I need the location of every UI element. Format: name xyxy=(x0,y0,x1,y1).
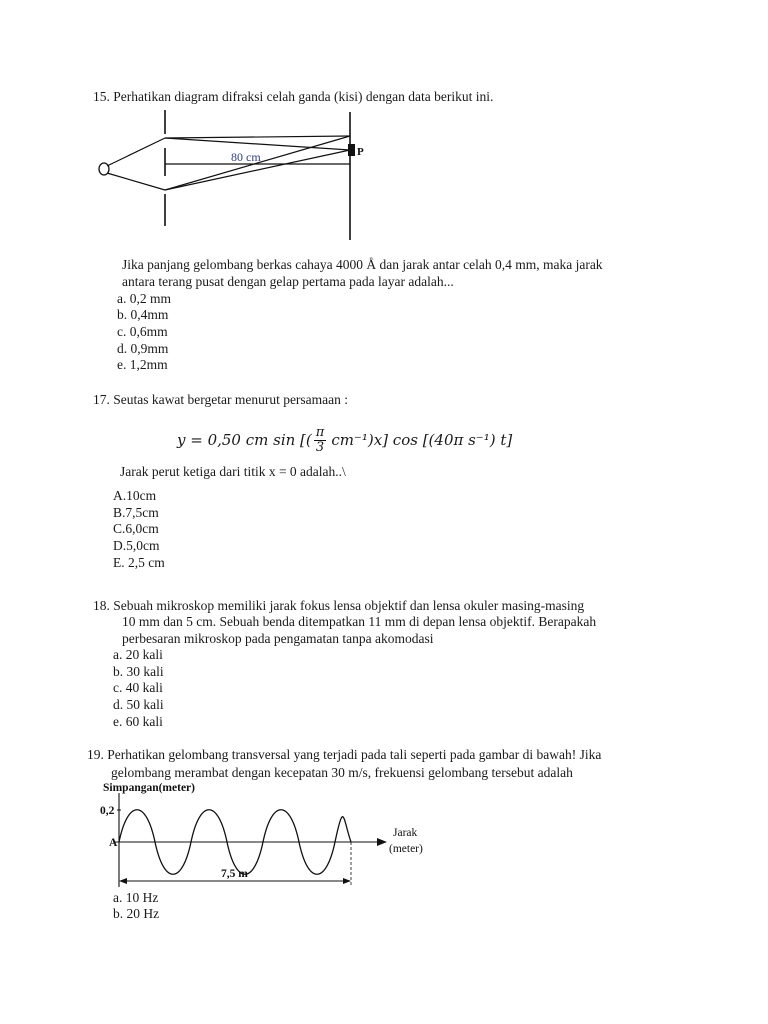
q15-text-line2: antara terang pusat dengan gelap pertama pada layar adalah... xyxy=(122,274,454,289)
q18-option-b: b. 30 kali xyxy=(113,664,164,679)
q19-line2: gelombang merambat dengan kecepatan 30 m/s, frekuensi gelombang tersebut adalah xyxy=(111,765,573,780)
equation-part2: cm⁻¹)x] cos [(40π s⁻¹) t] xyxy=(331,431,513,449)
q17-option-e: E. 2,5 cm xyxy=(113,555,165,570)
graph-xlabel-line1: Jarak xyxy=(393,827,418,839)
q18-line3: perbesaran mikroskop pada pengamatan tanpa akomodasi xyxy=(122,631,434,646)
q18-option-c: c. 40 kali xyxy=(113,680,163,695)
q18-line2: 10 mm dan 5 cm. Sebuah benda ditempatkan 11 mm di depan lensa objektif. Berapakah xyxy=(122,614,597,629)
diagram-point-label: P xyxy=(357,146,364,158)
q18-option-a: a. 20 kali xyxy=(113,647,163,662)
q17-option-c: C.6,0cm xyxy=(113,521,159,536)
graph-ylabel: Simpangan(meter) xyxy=(103,782,195,794)
q17-text: Jarak perut ketiga dari titik x = 0 adalah..\ xyxy=(120,464,346,479)
q17-option-a: A.10cm xyxy=(113,488,157,503)
q18-option-e: e. 60 kali xyxy=(113,714,163,729)
equation-part1: y = 0,50 cm sin [( xyxy=(177,431,312,449)
equation-fraction-numerator: π xyxy=(315,424,325,440)
q17-equation xyxy=(177,420,512,460)
equation-fraction xyxy=(314,426,327,455)
q19-option-b: b. 20 Hz xyxy=(113,906,160,921)
graph-xlabel-line2: (meter) xyxy=(389,843,423,855)
q17-option-b: B.7,5cm xyxy=(113,505,159,520)
q18-line1: 18. Sebuah mikroskop memiliki jarak fokus lensa objektif dan lensa okuler masing-masing xyxy=(93,598,585,613)
graph-distance-label: 7,5 m xyxy=(221,868,248,880)
q15-option-d: d. 0,9mm xyxy=(117,341,169,356)
graph-point-a: A xyxy=(109,837,118,849)
diagram-distance-label: 80 cm xyxy=(231,150,261,164)
q19-option-a: a. 10 Hz xyxy=(113,890,159,905)
q17-title: 17. Seutas kawat bergetar menurut persamaan : xyxy=(93,392,349,407)
q15-option-e: e. 1,2mm xyxy=(117,357,168,372)
q18-option-d: d. 50 kali xyxy=(113,697,164,712)
q15-option-c: c. 0,6mm xyxy=(117,324,168,339)
diffraction-diagram xyxy=(95,108,375,244)
wave-graph xyxy=(95,777,445,893)
equation-fraction-denominator: 3 xyxy=(315,439,325,455)
q15-option-b: b. 0,4mm xyxy=(117,307,169,322)
q15-option-a: a. 0,2 mm xyxy=(117,291,171,306)
q15-text-line1: Jika panjang gelombang berkas cahaya 4000 Å dan jarak antar celah 0,4 mm, maka jarak xyxy=(122,257,603,272)
q15-title: 15. Perhatikan diagram difraksi celah ganda (kisi) dengan data berikut ini. xyxy=(93,89,494,104)
graph-amplitude-label: 0,2 xyxy=(100,805,115,817)
q19-line1: 19. Perhatikan gelombang transversal yang terjadi pada tali seperti pada gambar di bawah! Jika xyxy=(87,747,602,762)
q17-option-d: D.5,0cm xyxy=(113,538,160,553)
